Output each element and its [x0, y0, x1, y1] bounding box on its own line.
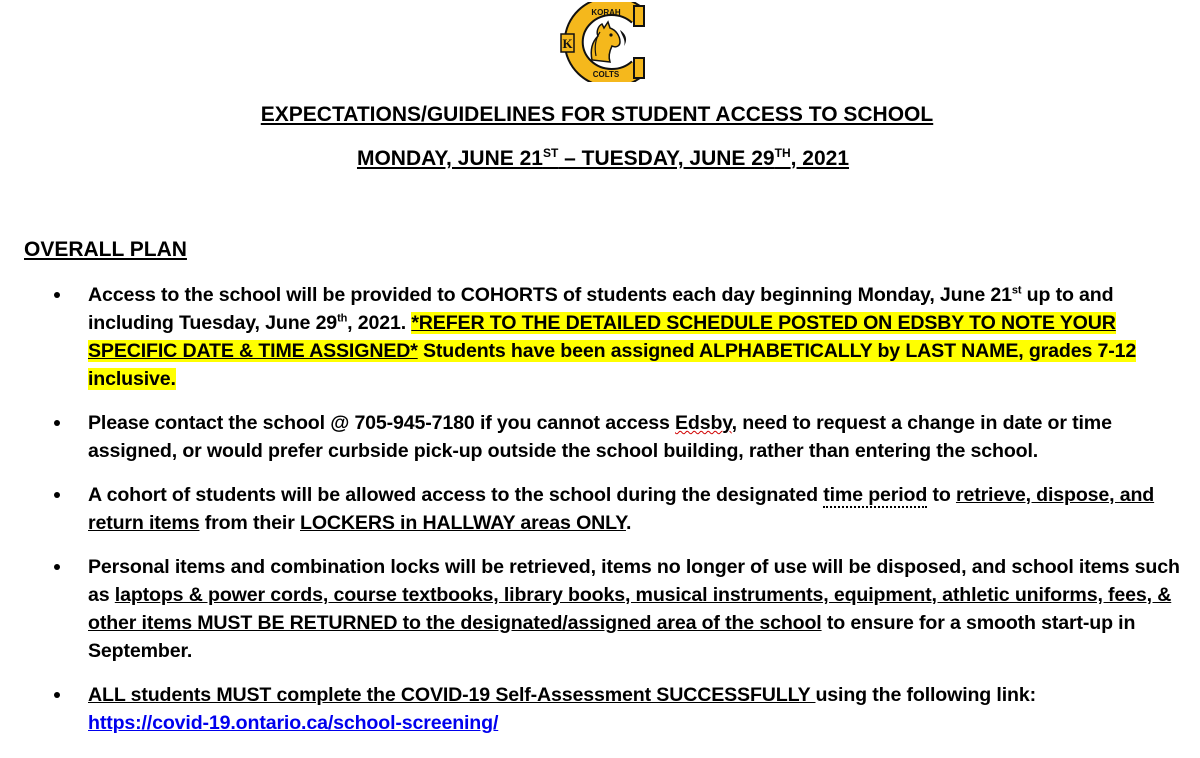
svg-text:KORAH: KORAH [591, 8, 621, 17]
list-item-cohort-access: A cohort of students will be allowed access to the school during the designated time period to retrieve, dispose, and return items from their LOCKERS in HALLWAY areas ONLY. [0, 481, 1200, 537]
bullet-icon [54, 564, 60, 570]
korah-colts-logo [556, 2, 648, 82]
bullet-icon [54, 292, 60, 298]
page-title: EXPECTATIONS/GUIDELINES FOR STUDENT ACCESS TO SCHOOL [260, 103, 934, 126]
svg-text:COLTS: COLTS [592, 70, 620, 79]
list-item-personal-items: Personal items and combination locks will be retrieved, items no longer of use will be disposed, and school items such as laptops & power cords, course textbooks, library books, musical instruments, equipment, athletic uniforms, fees, & other items MUST BE RETURNED to the designated/assigned area of the school to ensure for a smooth start-up in September. [0, 553, 1200, 665]
highlighted-alphabetical-note: Students have been assigned ALPHABETICALLY by LAST NAME, grades 7-12 inclusive. [88, 340, 1137, 390]
list-item-access-schedule: Access to the school will be provided to COHORTS of students each day beginning Monday, June 21st up to and including Tuesday, June 29th, 2021. *REFER TO THE DETAILED SCHEDULE POSTED ON EDSBY TO NOTE YOUR SPECIFIC DATE & TIME ASSIGNED* Students have been assigned ALPHABETICALLY by LAST NAME, grades 7-12 inclusive. [0, 281, 1200, 393]
svg-text:K: K [562, 36, 573, 51]
horse-emblem-icon [556, 2, 648, 82]
section-heading-overall-plan: OVERALL PLAN [24, 238, 187, 261]
date-range-title: MONDAY, JUNE 21ST – TUESDAY, JUNE 29TH, 2021 [356, 146, 850, 170]
bullet-icon [54, 692, 60, 698]
dotted-underlined-text: time period [823, 484, 928, 506]
bullet-icon [54, 420, 60, 426]
list-item-contact: Please contact the school @ 705-945-7180 if you cannot access Edsby, need to request a change in date or time assigned, or would prefer curbside pick-up outside the school building, rather than entering the school. [0, 409, 1200, 465]
spellcheck-word: Edsby [675, 412, 732, 434]
bullet-icon [54, 492, 60, 498]
covid-screening-link[interactable]: https://covid-19.ontario.ca/school-screening/ [88, 712, 499, 734]
guidelines-list [0, 281, 1200, 753]
list-item-covid-assessment: ALL students MUST complete the COVID-19 Self-Assessment SUCCESSFULLY using the following link: https://covid-19.ontario.ca/school-screening/ [0, 681, 1200, 737]
highlighted-schedule-note: *REFER TO THE DETAILED SCHEDULE POSTED ON EDSBY TO NOTE YOUR SPECIFIC DATE & TIME ASSIGNED* [88, 312, 1116, 362]
